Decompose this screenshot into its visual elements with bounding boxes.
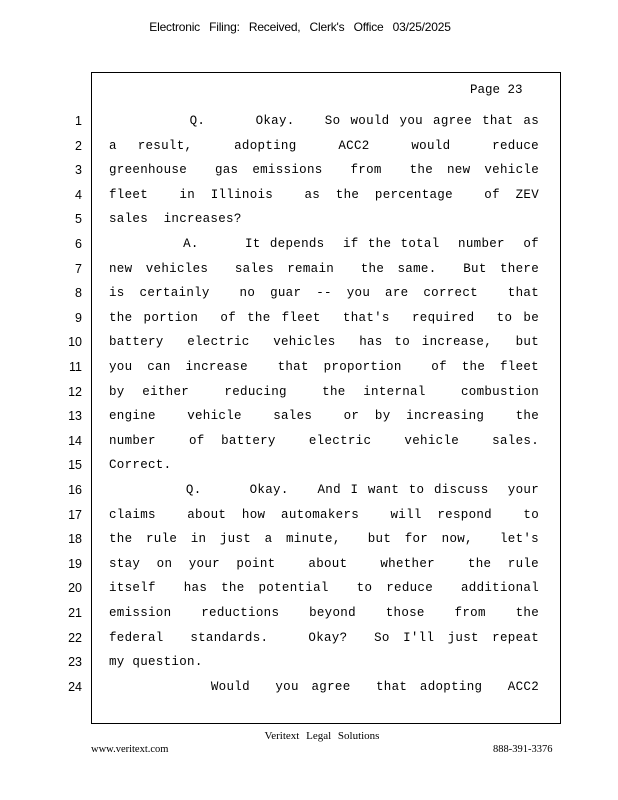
transcript-line: the portion of the fleet that's required to be xyxy=(109,310,539,325)
transcript-line: you can increase that proportion of the fleet xyxy=(109,360,539,374)
transcript-line: my question. xyxy=(109,655,203,670)
line-number: 21 xyxy=(68,606,82,620)
transcript-line: new vehicles sales remain the same. But there xyxy=(109,261,539,276)
footer-website: www.veritext.com xyxy=(91,744,169,755)
line-number: 22 xyxy=(68,630,82,645)
line-number: 24 xyxy=(68,679,82,694)
line-number: 4 xyxy=(75,187,82,202)
line-number: 17 xyxy=(68,507,82,522)
line-number: 15 xyxy=(68,458,82,473)
transcript-line: itself has the potential to reduce additional xyxy=(109,581,539,596)
line-number: 14 xyxy=(68,433,82,448)
line-number: 19 xyxy=(68,556,82,571)
transcript-line: engine vehicle sales or by increasing the xyxy=(109,409,539,424)
line-number: 20 xyxy=(68,581,82,596)
line-number: 2 xyxy=(75,138,82,153)
transcript-line: sales increases? xyxy=(109,212,242,227)
line-number: 18 xyxy=(68,532,82,547)
transcript-line: claims about how automakers will respond to xyxy=(109,507,539,522)
transcript-line: by either reducing the internal combustion xyxy=(109,384,539,399)
line-number: 11 xyxy=(69,360,82,374)
transcript-line: is certainly no guar -- you are correct that xyxy=(109,286,539,301)
transcript-line: Q. Okay. So would you agree that as xyxy=(109,114,539,128)
line-number: 13 xyxy=(68,409,82,424)
transcript-line: number of battery electric vehicle sales. xyxy=(109,433,539,448)
transcript-line: stay on your point about whether the rule xyxy=(109,556,539,571)
transcript-line: greenhouse gas emissions from the new vehicle xyxy=(109,163,539,178)
line-number: 6 xyxy=(75,237,82,251)
line-number: 1 xyxy=(75,114,82,128)
line-number: 12 xyxy=(68,384,82,399)
transcript-line: federal standards. Okay? So I'll just repeat xyxy=(109,630,539,645)
transcript-line: Correct. xyxy=(109,458,172,473)
line-number: 8 xyxy=(75,286,82,301)
footer-company: Veritext Legal Solutions xyxy=(264,730,380,742)
transcript-line: battery electric vehicles has to increase, but xyxy=(109,335,539,350)
line-number: 23 xyxy=(68,655,82,670)
line-number: 9 xyxy=(75,310,82,325)
transcript-line: the rule in just a minute, but for now, let's xyxy=(109,532,539,547)
line-number: 7 xyxy=(75,261,82,276)
transcript-line: emission reductions beyond those from the xyxy=(109,606,539,620)
transcript-line: Would you agree that adopting ACC2 xyxy=(109,679,539,694)
transcript-line: fleet in Illinois as the percentage of ZEV xyxy=(109,187,539,202)
line-number: 10 xyxy=(68,335,82,350)
footer-phone: 888-391-3376 xyxy=(493,744,553,755)
page-number: Page 23 xyxy=(470,83,523,97)
line-number: 5 xyxy=(75,212,82,227)
transcript-line: A. It depends if the total number of xyxy=(109,237,539,251)
line-number: 16 xyxy=(68,483,82,497)
line-number: 3 xyxy=(75,163,82,178)
filing-header: Electronic Filing: Received, Clerk's Office 03/25/2025 xyxy=(149,20,451,34)
transcript-line: Q. Okay. And I want to discuss your xyxy=(109,483,539,497)
transcript-line: a result, adopting ACC2 would reduce xyxy=(109,138,539,153)
